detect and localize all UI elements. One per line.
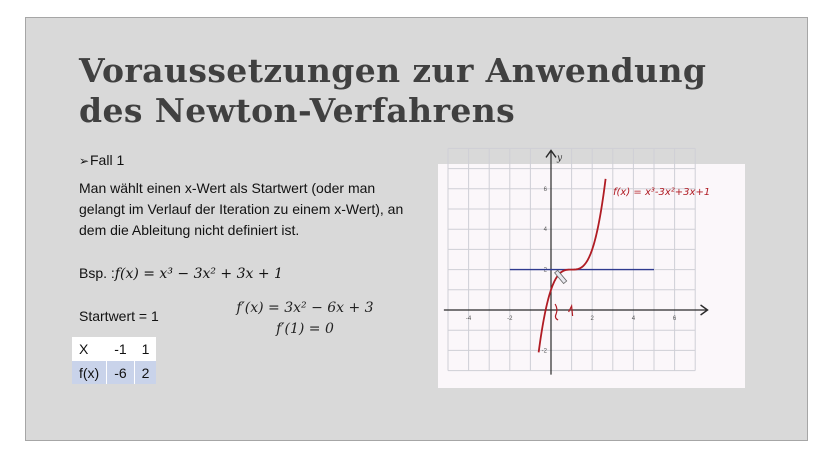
arrow-bullet-icon: ➢ <box>79 154 90 168</box>
title-line-2: des Newton-Verfahrens <box>79 91 516 130</box>
table-cell: X <box>72 337 107 361</box>
handwritten-mark <box>569 306 573 316</box>
body-paragraph: Man wählt einen x-Wert als Startwert (oder man gelangt im Verlauf der Iteration zu einem x-Wert), an dem die Ableitung nicht definiert ist. <box>79 180 404 238</box>
grid <box>448 148 695 370</box>
table-cell: -6 <box>107 361 134 385</box>
derivative-block <box>215 298 395 340</box>
y-axis-label: y <box>557 153 563 164</box>
x-tick-label: 2 <box>590 316 594 322</box>
value-table <box>72 337 156 384</box>
x-tick-label: -2 <box>507 316 513 322</box>
example-label: Bsp. : <box>79 265 115 281</box>
x-tick-label: 4 <box>631 316 636 322</box>
y-tick-label: 2 <box>543 267 547 274</box>
derivative-formula: f′(x) = 3x² − 6x + 3 <box>236 300 374 316</box>
x-tick-label: -4 <box>465 316 472 322</box>
x-tick-label: 6 <box>672 316 677 322</box>
title-line-1: Voraussetzungen zur Anwendung <box>79 51 707 90</box>
function-graph <box>438 153 745 388</box>
graph-svg <box>438 153 745 388</box>
table-cell: -1 <box>107 337 134 361</box>
table-row <box>72 337 156 361</box>
y-tick-label: 4 <box>543 227 547 234</box>
table-cell: f(x) <box>72 361 107 385</box>
example-line <box>79 265 283 282</box>
example-formula: f(x) = x³ − 3x² + 3x + 1 <box>114 266 283 282</box>
bullet-text: Fall 1 <box>90 152 125 168</box>
derivative-at-1: f′(1) = 0 <box>276 321 334 337</box>
slide <box>25 17 808 441</box>
y-tick-label: -2 <box>541 348 547 355</box>
slide-title <box>79 51 759 131</box>
startwert-text: Startwert = 1 <box>79 308 159 324</box>
axes <box>444 150 711 374</box>
bullet-fall-1 <box>79 152 124 168</box>
y-tick-label: 6 <box>543 186 547 193</box>
function-curve <box>539 179 606 355</box>
table-row <box>72 361 156 385</box>
handwritten-mark <box>555 304 558 320</box>
graph-formula-label: f(x) = x³-3x²+3x+1 <box>613 187 711 198</box>
table-cell: 1 <box>134 337 156 361</box>
table-cell: 2 <box>134 361 156 385</box>
